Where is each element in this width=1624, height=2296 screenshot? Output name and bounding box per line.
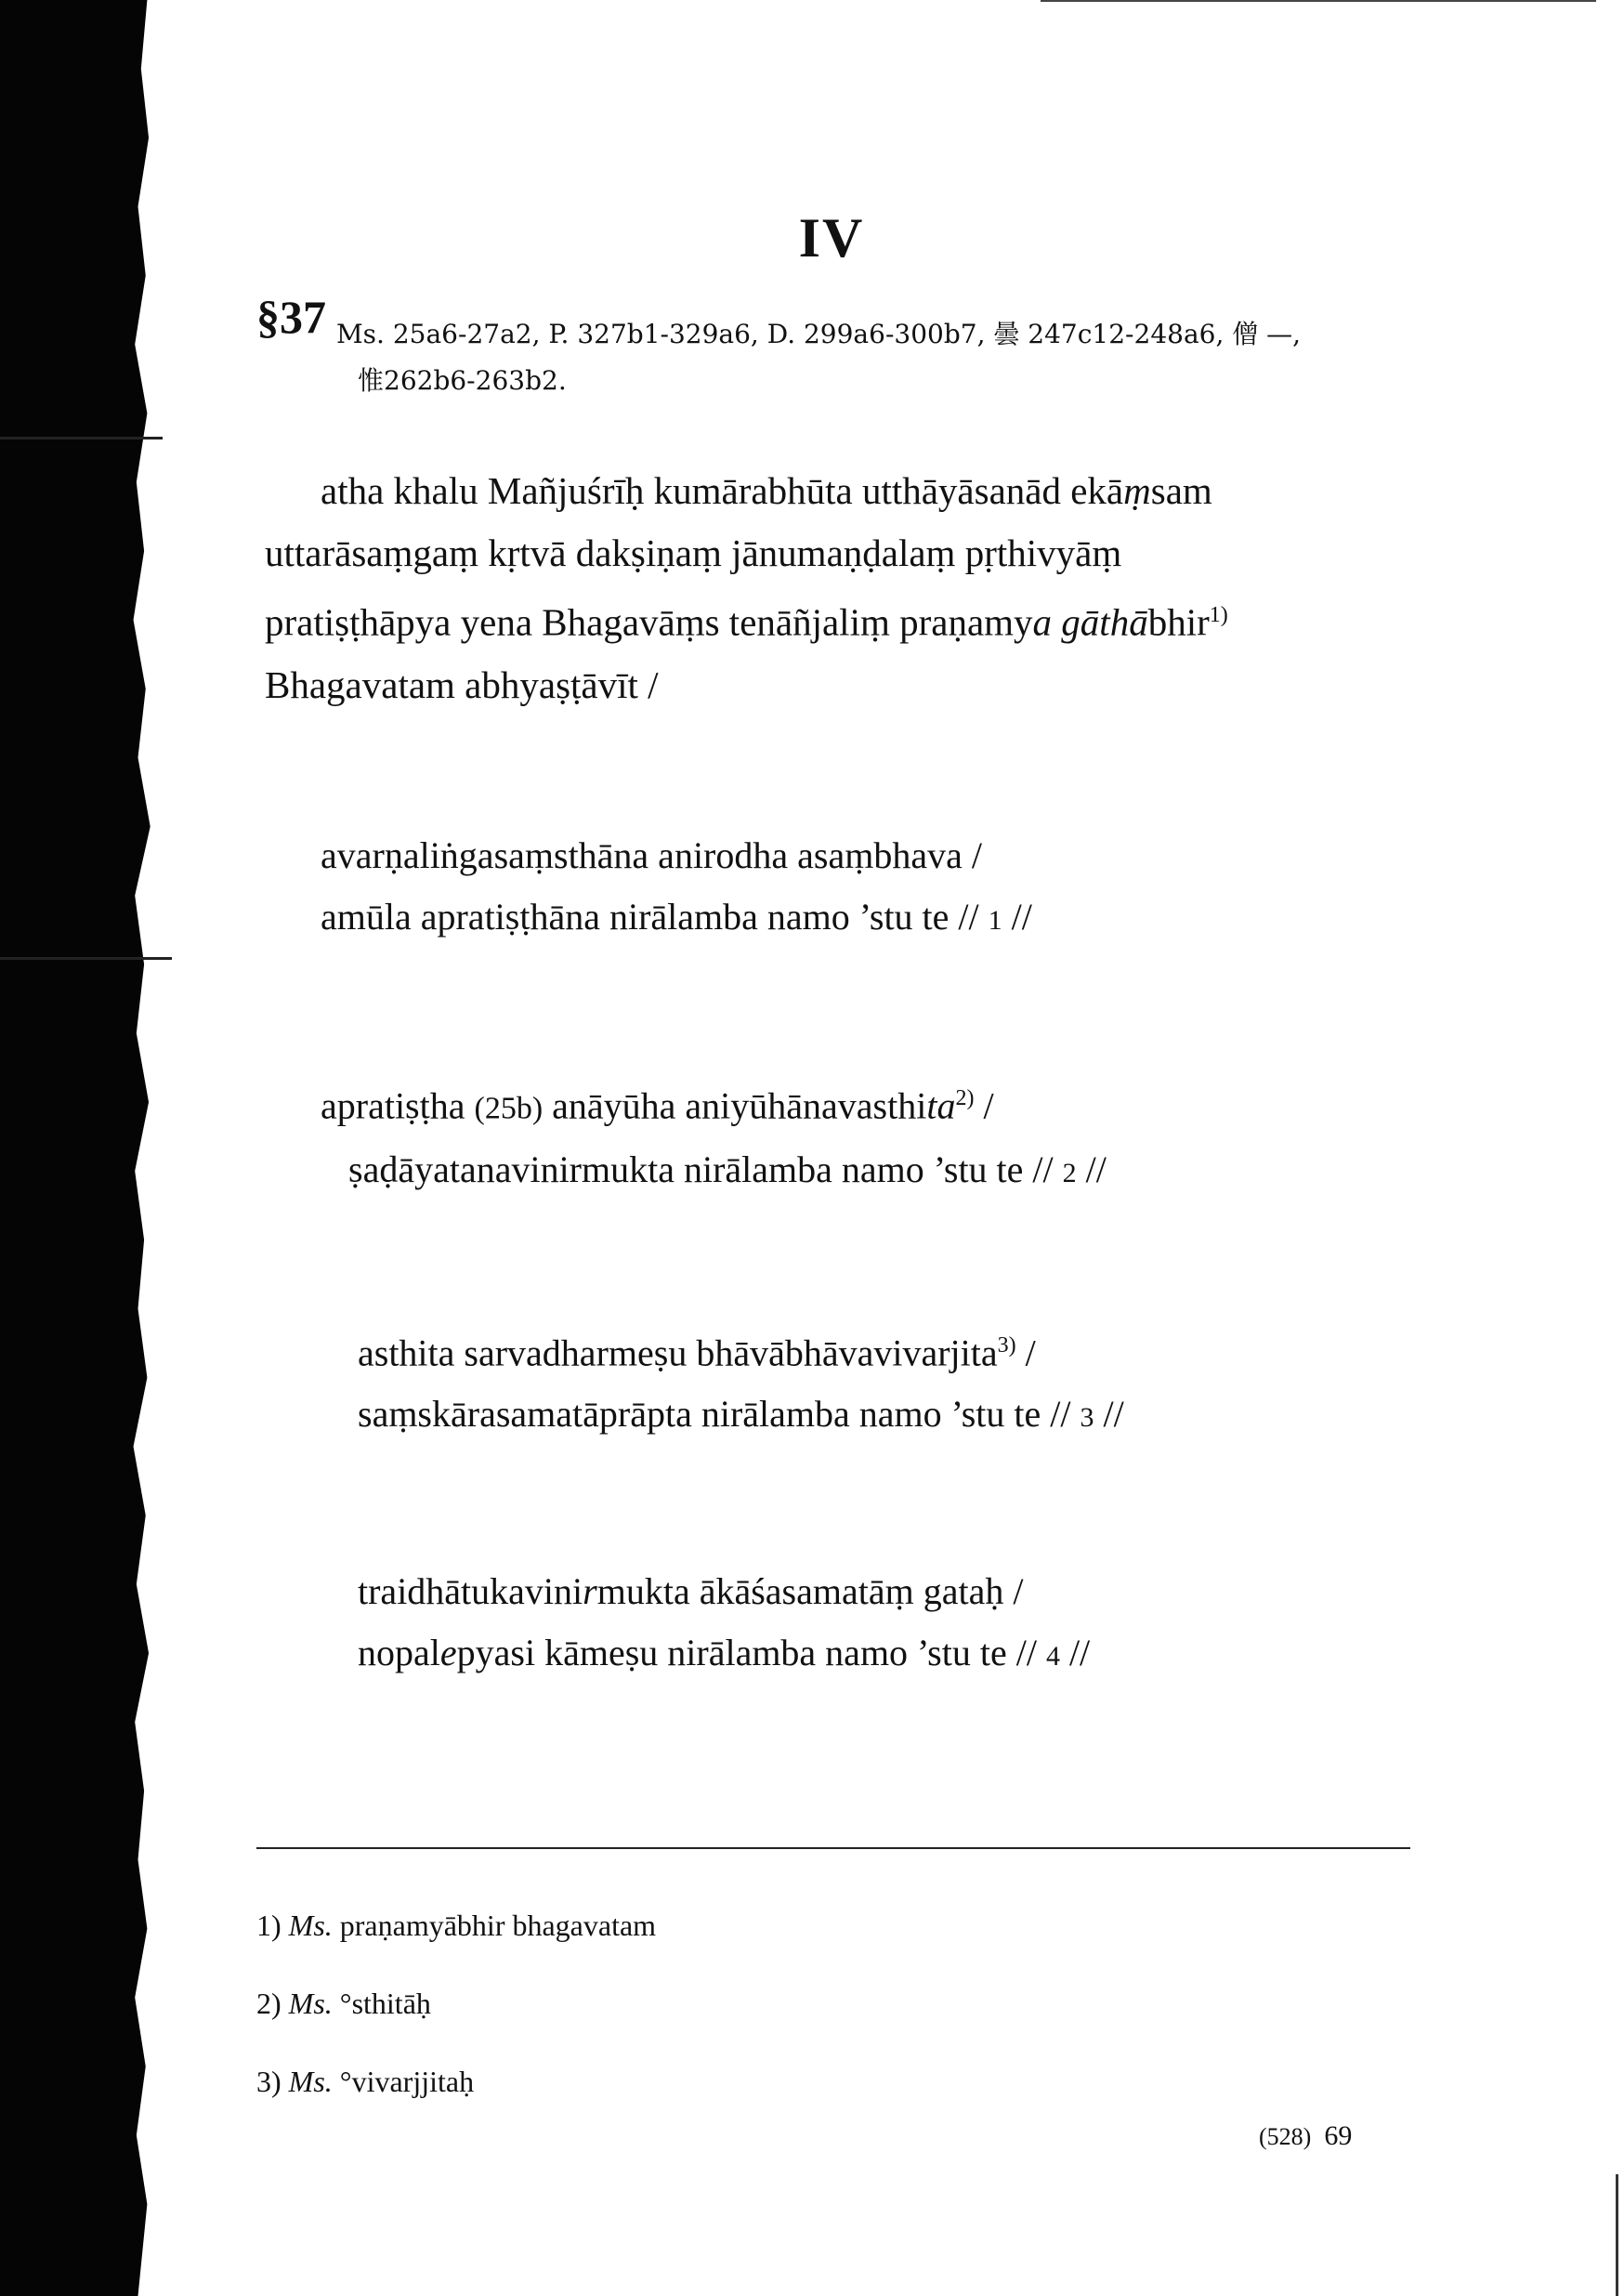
- source-references: Ms. 25a6-27a2, P. 327b1-329a6, D. 299a6-300b7, 曇 247c12-248a6, 僧 —,: [336, 319, 1302, 349]
- prose-line: atha khalu Mañjuśrīḥ kumārabhūta utthāyāsanād ekāṃsam: [321, 469, 1212, 512]
- footnotes: [256, 1886, 656, 2120]
- prose-line: Bhagavatam abhyaṣṭāvīt /: [265, 663, 659, 706]
- page-folio: [1259, 2120, 1352, 2152]
- prose-paragraph: [265, 460, 1417, 716]
- verse-1: [321, 825, 1032, 951]
- verse-line: saṃskārasamatāprāpta nirālamba namo ’stu te // 3 //: [358, 1393, 1124, 1436]
- footnote-divider: [256, 1847, 1410, 1849]
- verse-4: [358, 1561, 1090, 1687]
- footnote-ref: 2): [955, 1086, 975, 1110]
- verse-number: 3: [1080, 1402, 1094, 1434]
- footnote-1: 1) Ms. praṇamyābhir bhagavatam: [256, 1909, 657, 1942]
- prose-line: pratiṣṭhāpya yena Bhagavāṃs tenāñjaliṃ praṇamya gāthābhir$^{1)}$: [265, 600, 1228, 644]
- verse-2: [321, 1068, 1107, 1204]
- folio-reference: (25b): [474, 1091, 544, 1126]
- verse-line: amūla apratiṣṭhāna nirālamba namo ’stu te // 1 //: [321, 896, 1032, 938]
- chapter-title: IV: [798, 207, 865, 269]
- verse-line: asthita sarvadharmeṣu bhāvābhāvavivarjita$^{3)}$ /: [358, 1332, 1036, 1374]
- verse-line: avarṇaliṅgasaṃsthāna anirodha asaṃbhava /: [321, 834, 982, 876]
- footnote-3: 3) Ms. °vivarjjitaḥ: [256, 2065, 475, 2098]
- section-number: §37: [256, 291, 326, 343]
- footnote-ref: 1): [1209, 603, 1228, 627]
- verse-line: traidhātukavinirmukta ākāśasamatāṃ gataḥ /: [358, 1570, 1024, 1612]
- source-references-cont: 惟262b6-263b2.: [358, 365, 567, 396]
- footnote-ref: 3): [997, 1333, 1016, 1358]
- verse-line: apratiṣṭha (25b) anāyūha aniyūhānavasthita$^{2)}$ /: [321, 1084, 994, 1127]
- verse-number: 4: [1045, 1641, 1060, 1672]
- footnote-2: 2) Ms. °sthitāḥ: [256, 1987, 431, 2020]
- page-number: 69: [1324, 2120, 1353, 2151]
- prose-line: uttarāsaṃgaṃ kṛtvā dakṣiṇaṃ jānumaṇḍalaṃ pṛthivyāṃ: [265, 531, 1122, 574]
- verse-3: [358, 1315, 1124, 1449]
- verse-number: 2: [1062, 1158, 1077, 1189]
- verse-line: ṣaḍāyatanavinirmukta nirālamba namo ’stu te // 2 //: [348, 1148, 1107, 1191]
- verse-line: nopalepyasi kāmeṣu nirālamba namo ’stu te // 4 //: [358, 1632, 1091, 1673]
- verse-number: 1: [988, 905, 1002, 936]
- original-page-number: (528): [1259, 2123, 1312, 2150]
